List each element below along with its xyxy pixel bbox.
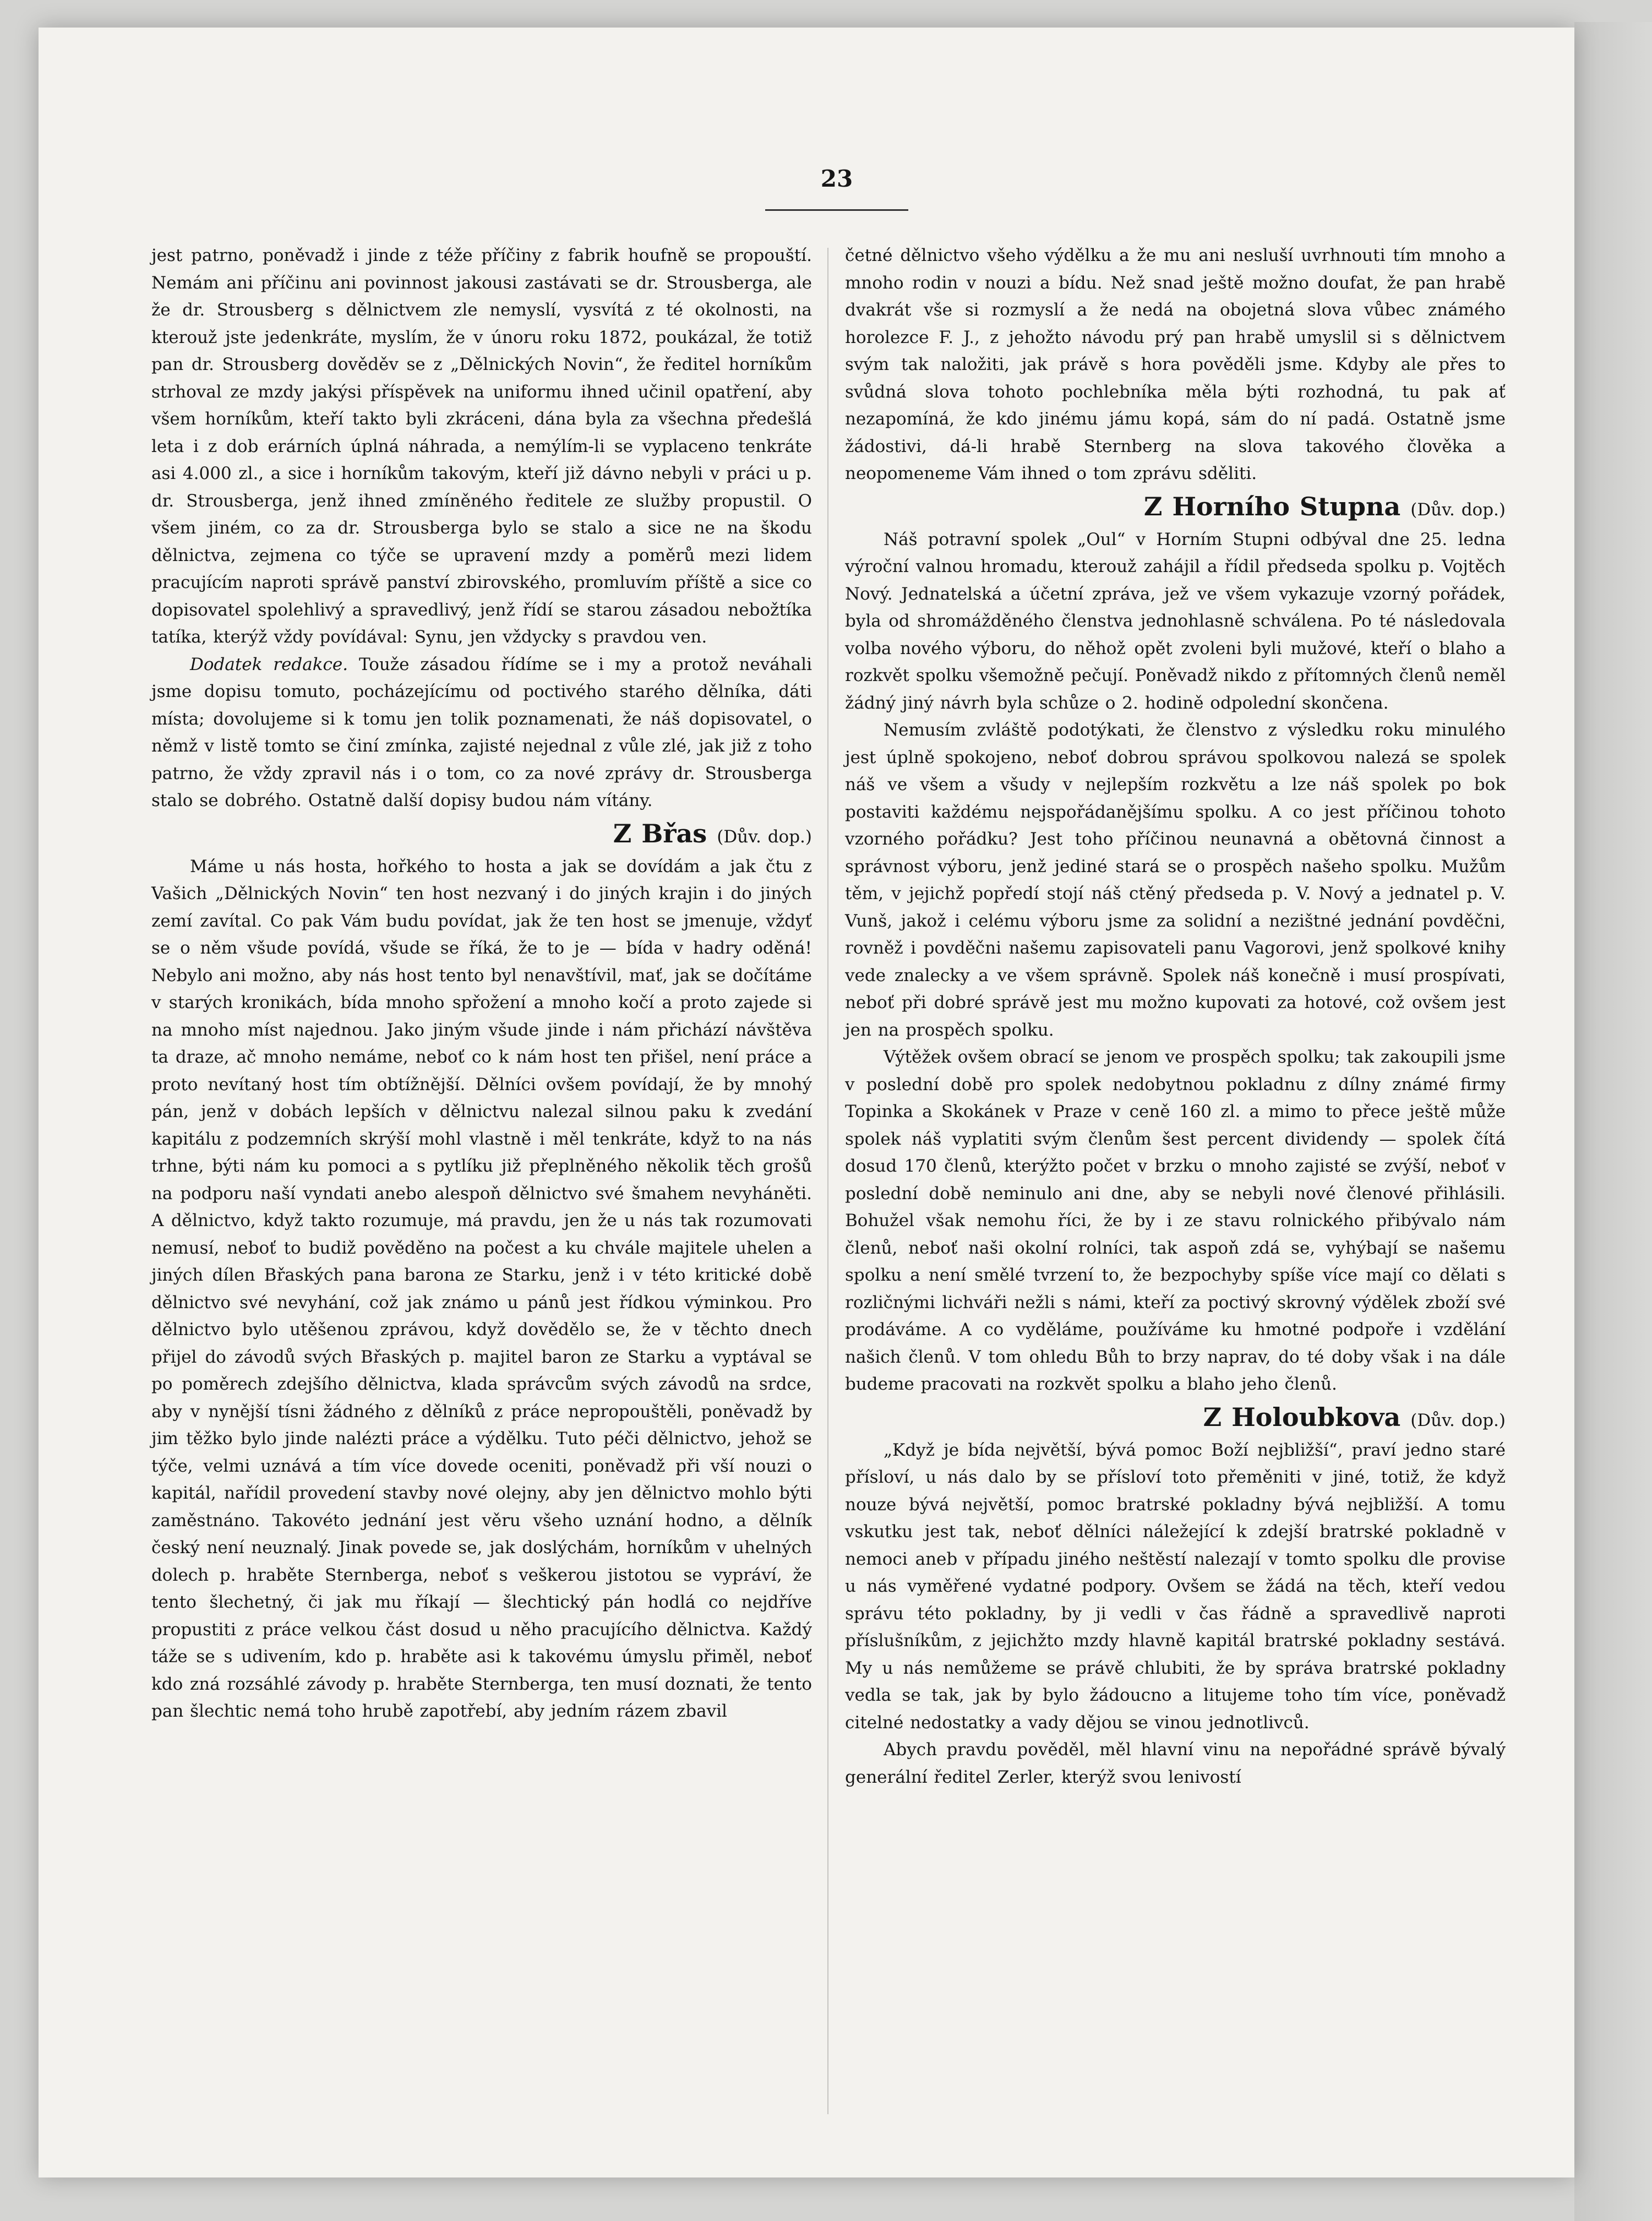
heading-z-holoubkova	[845, 1401, 1506, 1437]
heading-z-bras	[151, 817, 812, 853]
page-number-rule	[765, 209, 908, 211]
editor-note-paragraph	[151, 651, 812, 815]
article-horni-stupno-text-2: Nemusím zvláště podotýkati, že členstvo z výsledku roku minulého jest úplně spokojeno, neboť dobrou správou spolkovou nalezá se spolek náš ve všem a všudy v nejlepším rozkvětu a lze náš spolek po bok postaviti každému nejspořádanějšímu spolku. A co jest příčinou tohoto vzorného pořádku? Jest toho příčinou neunavná a obětovná činnost a správnost výboru, jenž jediné stará se o prospěch našeho spolku. Mužům těm, v jejichž popředí stojí náš ctěný předseda p. V. Nový a jednatel p. V. Vunš, jakož i celému výboru jsme za solidní a nezištné jednání povděčni, rovněž i povděčni našemu zapisovateli panu Vagorovi, jenž spolkové knihy vede znalecky a ve všem správně. Spolek náš konečně i musí prospívati, neboť při dobré správě jest mu možno kupovati za hotové, což ovšem jest jen na prospěch spolku.	[845, 720, 1506, 1040]
article-horni-stupno-text-1: Náš potravní spolek „Oul“ v Horním Stupni odbýval dne 25. ledna výroční valnou hromadu, kterouž zahájil a řídil předseda spolku p. Vojtěch Nový. Jednatelská a účetní zpráva, jež ve všem vykazuje vzorný pořádek, byla od shromážděného členstva jednohlasně schválena. Po té následovala volba nového výboru, do něhož opět zvoleni byli mužové, kteří o blaho a rozkvět spolku všemožně pečují. Poněvadž nikdo z přítomných členů neměl žádný jiný návrh byla schůze o 2. hodině odpolední skončena.	[845, 529, 1506, 713]
editor-note-text: Touže zásadou řídíme se i my a protož neváhali jsme dopisu tomuto, pocházejícímu od poctivého starého dělníka, dáti místa; dovolujeme si k tomu jen tolik poznamenati, že náš dopisovatel, o němž v listě tomto se činí zmínka, zajisté nejednal z vůle zlé, jak již z toho patrno, že vždy zpravil nás i o tom, co za nové zprávy dr. Strousberga stalo se dobrého. Ostatně další dopisy budou nám vítány.	[151, 654, 813, 810]
heading-z-holoubkova-tag: (Dův. dop.)	[1410, 1410, 1506, 1430]
editor-note-lead: Dodatek redakce.	[190, 654, 348, 674]
right-column	[845, 242, 1506, 1791]
scan-edge	[1574, 22, 1652, 2221]
heading-z-horniho-stupna	[845, 490, 1506, 526]
heading-z-horniho-stupna-tag: (Dův. dop.)	[1410, 499, 1506, 520]
left-column	[151, 242, 812, 1725]
article-bras-text: Máme u nás hosta, hořkého to hosta a jak se dovídám a jak čtu z Vašich „Dělnických Novin“ ten host nezvaný i do jiných krajin i do jiných zemí zavítal. Co pak Vám budu povídat, jak že ten host se jmenuje, vždyť se o něm všude povídá, všude se říká, že to je — bída v hadry oděná! Nebylo ani možno, aby nás host tento byl nenavštívil, mať, jak se dočítáme v starých kronikách, bída mnoho spřožení a mnoho kočí a proto zajede si na mnoho míst najednou. Jako jiným všude jinde i nám přichází návštěva ta draze, ač mnoho nemáme, neboť co k nám host ten přišel, není práce a proto nevítaný host tím obtížnější. Dělníci ovšem povídají, že by mnohý pán, jenž v dobách lepších v dělnictvu nalezal silnou paku k zvedání kapitálu z podzemních skrýší mohl vlastně i měl tenkráte, když to na nás trhne, býti nám ku pomoci a s pytlíku již přeplněného několik těch grošů na podporu naší vyndati anebo alespoň dělnictvo své šmahem nevyháněti. A dělnictvo, když takto rozumuje, má pravdu, jen že u nás tak rozumovati nemusí, neboť to budiž pověděno na počest a ku chvále majitele uhelen a jiných dílen Břaských pana barona ze Starku, jenž i v této kritické době dělnictvo své nevyhání, což jak známo u pánů jest řídkou výminkou. Pro dělnictvo bylo utěšenou zprávou, když dovědělo se, že v těchto dnech přijel do závodů svých Břaských p. majitel baron ze Starku a vyptával se po poměrech zdejšího dělnictva, klada správcům svých závodů na srdce, aby v nynější tísni žádného z dělníků z práce nepropouštěli, poněvadž by jim těžko bylo jinde nalézti práce a výdělku. Tuto péči dělnictvo, jehož se týče, velmi uznává a tím více dovede oceniti, poněvadž při vší nouzi o kapitál, nařídil provedení stavby nové olejny, aby jen dělnictvo mohlo býti zaměstnáno. Takovéto jednání jest věru všeho uznání hodno, a dělník český není neuznalý. Jinak povede se, jak doslýchám, horníkům v uhelných dolech p. hraběte Sternberga, neboť s veškerou jistotou se vypráví, že tento šlechetný, či jak mu říkají — šlechtický pán hodlá co nejdříve propustiti z práce velkou část dosud u něho pracujícího dělnictva. Každý táže se s udivením, kdo p. hraběte asi k takovému úmyslu přiměl, neboť kdo zná rozsáhlé závody p. hraběte Sternberga, ten musí doznati, že tento pan šlechtic nemá toho hrubě zapotřebí, aby jedním rázem zbavil	[151, 856, 812, 1721]
article-bras-continued-text: četné dělnictvo všeho výdělku a že mu ani nesluší uvrhnouti tím mnoho a mnoho rodin v nouzi a bídu. Než snad ještě možno doufat, že pan hrabě dvakrát vše si rozmyslí a že nedá na obojetná slova vůbec známého horolezce F. J., z jehožto návodu prý pan hrabě umyslil si s dělnictvem svým tak naložiti, jak právě s hora pověděli jsme. Kdyby ale přes to svůdná slova tohoto pochlebníka měla býti rozhodná, tu pak ať nezapomíná, že kdo jinému jámu kopá, sám do ní padá. Ostatně jsme žádostivi, dá-li hrabě Sternberg na slova takového člověka a neopomeneme Vám ihned o tom zprávu sděliti.	[845, 246, 1506, 483]
heading-z-holoubkova-title: Z Holoubkova	[1203, 1402, 1401, 1432]
heading-z-bras-title: Z Břas	[613, 818, 707, 848]
article-holoubkov-text-1: „Když je bída největší, bývá pomoc Boží nejbližší“, praví jedno staré přísloví, u nás dalo by se přísloví toto přeměniti v jiné, totiž, že když nouze bývá největší, pomoc bratrské pokladny bývá nejbližší. A tomu vskutku jest tak, neboť dělníci náležející k zdejší bratrské pokladně v nemoci aneb v případu jiného neštěstí nalezají v tomto spolku dle provise u nás vyměřené vydatné podpory. Ovšem se žádá na těch, kteří vedou správu této pokladny, by ji vedli v čas řádně a spravedlivě naproti příslušníkům, z jejichžto mzdy hlavně kapitál bratrské pokladny sestává. My u nás nemůžeme se právě chlubiti, že by správa bratrské pokladny vedla se tak, jak by bylo žádoucno a litujeme toho tím více, poněvadž citelné nedostatky a vady dějou se vinou jednotlivců.	[845, 1440, 1506, 1733]
heading-z-horniho-stupna-title: Z Horního Stupna	[1143, 491, 1401, 521]
article-horni-stupno-text-3: Výtěžek ovšem obrací se jenom ve prospěch spolku; tak zakoupili jsme v poslední době pro spolek nedobytnou pokladnu z dílny známé firmy Topinka a Skokánek v Praze v ceně 160 zl. a mimo to přece ještě může spolek náš vyplatiti svým členům šest percent dividendy — spolek čítá dosud 170 členů, kterýžto počet v brzku o mnoho zajisté se zvýší, neboť v poslední době neminulo ani dne, aby se nebyli nové členové přihlásili. Bohužel však nemohu říci, že by i ze stavu rolnického přibývalo nám členů, neboť naši okolní rolníci, tak aspoň zdá se, vyhýbají se našemu spolku a není smělé tvrzení to, že bezpochyby spíše více mají co dělati s rozličnými lichváři nežli s námi, kteří za poctivý skrovný výdělek zboží své prodáváme. A co vyděláme, používáme ku hmotné podpoře i vzdělání našich členů. V tom ohledu Bůh to brzy naprav, do té doby však i na dále budeme pracovati na rozkvět spolku a blaho jeho členů.	[845, 1047, 1506, 1394]
article-holoubkov-text-2: Abych pravdu pověděl, měl hlavní vinu na nepořádné správě bývalý generální ředitel Zerler, kterýž svou lenivostí	[845, 1740, 1506, 1787]
column-divider	[827, 248, 828, 2114]
article-strousberg-text: jest patrno, poněvadž i jinde z téže příčiny z fabrik houfně se propouští. Nemám ani příčinu ani povinnost jakousi zastávati se dr. Strousberga, ale že dr. Strousberg s dělnictvem zle nemyslí, vysvítá z té okolnosti, na kterouž jste jedenkráte, myslím, že v únoru roku 1872, poukázal, že totiž pan dr. Strousberg dověděv se z „Dělnických Novin“, že ředitel horníkům strhoval ze mzdy jakýsi příspěvek na uniformu ihned učinil opatření, aby všem horníkům, kteří takto byli zkráceni, dána byla za všechna předešlá leta i z dob erárních úplná náhrada, a nemýlím-li se vyplaceno tenkráte asi 4.000 zl., a sice i horníkům takovým, kteří již dávno nebyli v práci u p. dr. Strousberga, jenž ihned zmíněného ředitele ze služby propustil. O všem jiném, co za dr. Strousberga bylo se stalo a sice ne na škodu dělnictva, zejmena co týče se upravení mzdy a poměrů mezi lidem pracujícím naproti správě panství zbirovského, promluvím příště a sice co dopisovatel spolehlivý a spravedlivý, jenž řídí se starou zásadou nebožtíka tatíka, kterýž vždy povídával: Synu, jen vždycky s pravdou ven.	[151, 246, 812, 647]
page-number: 23	[820, 165, 853, 192]
heading-z-bras-tag: (Dův. dop.)	[717, 826, 812, 847]
